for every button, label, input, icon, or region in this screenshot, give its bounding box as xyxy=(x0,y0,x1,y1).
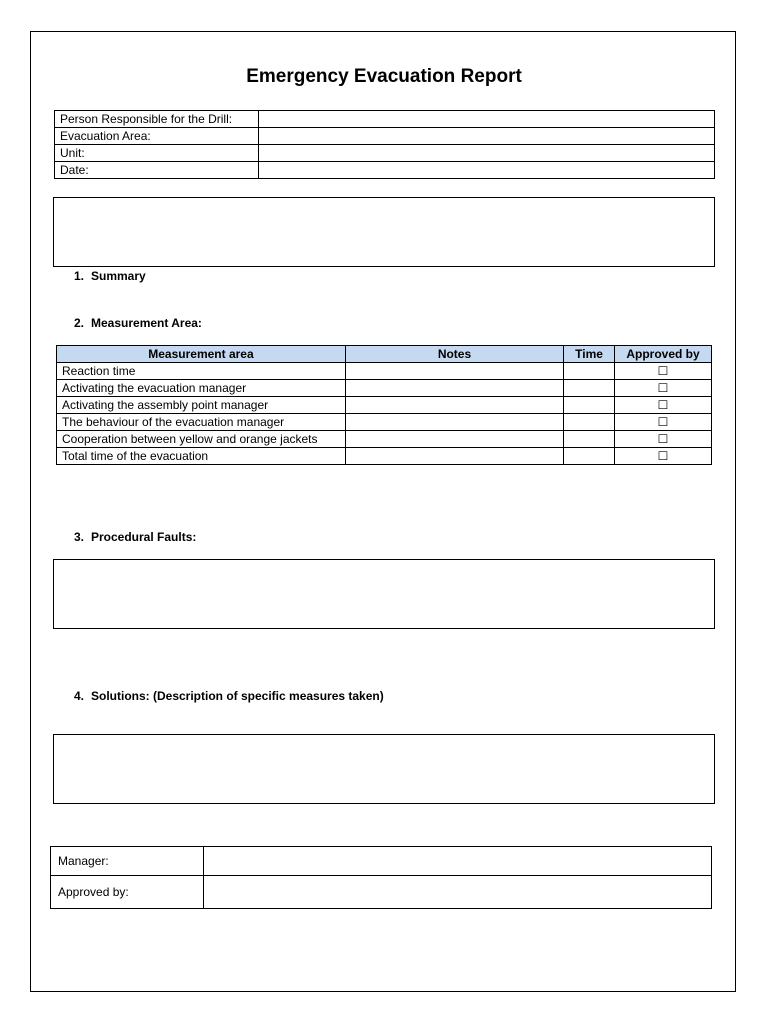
summary-box[interactable] xyxy=(53,197,715,267)
table-row xyxy=(57,397,712,414)
procedural-faults-box[interactable] xyxy=(53,559,715,629)
time-cell[interactable] xyxy=(564,380,615,397)
notes-cell[interactable] xyxy=(345,380,563,397)
table-row xyxy=(57,363,712,380)
evacuation-area-field[interactable] xyxy=(259,128,715,145)
signature-label: Manager: xyxy=(51,847,204,876)
notes-cell[interactable] xyxy=(345,431,563,448)
approved-by-field[interactable] xyxy=(204,876,712,909)
measurement-heading xyxy=(74,316,202,330)
info-row xyxy=(55,128,715,145)
section-label: Procedural Faults: xyxy=(91,530,197,544)
info-label: Unit: xyxy=(55,145,259,162)
column-header: Measurement area xyxy=(57,346,346,363)
measurement-header-row xyxy=(57,346,712,363)
time-cell[interactable] xyxy=(564,448,615,465)
measurement-area-cell: Total time of the evacuation xyxy=(57,448,346,465)
table-row xyxy=(57,380,712,397)
approved-checkbox[interactable]: ☐ xyxy=(615,380,712,397)
table-row xyxy=(57,448,712,465)
drill-responsible-field[interactable] xyxy=(259,111,715,128)
info-row xyxy=(55,145,715,162)
measurement-table xyxy=(56,345,712,465)
column-header: Approved by xyxy=(615,346,712,363)
info-label: Evacuation Area: xyxy=(55,128,259,145)
notes-cell[interactable] xyxy=(345,448,563,465)
table-row xyxy=(57,414,712,431)
time-cell[interactable] xyxy=(564,397,615,414)
report-title: Emergency Evacuation Report xyxy=(246,66,522,87)
time-cell[interactable] xyxy=(564,414,615,431)
info-table xyxy=(54,110,715,179)
approved-checkbox[interactable]: ☐ xyxy=(615,397,712,414)
faults-heading xyxy=(74,530,196,544)
section-number: 4. xyxy=(74,689,85,703)
measurement-area-cell: Cooperation between yellow and orange jackets xyxy=(57,431,346,448)
section-number: 1. xyxy=(74,269,85,283)
section-label: Solutions: (Description of specific measures taken) xyxy=(91,689,384,703)
manager-field[interactable] xyxy=(204,847,712,876)
info-row xyxy=(55,162,715,179)
approved-checkbox[interactable]: ☐ xyxy=(615,431,712,448)
measurement-area-cell: Activating the evacuation manager xyxy=(57,380,346,397)
section-label: Measurement Area: xyxy=(91,316,202,330)
info-label: Date: xyxy=(55,162,259,179)
measurement-area-cell: Reaction time xyxy=(57,363,346,380)
notes-cell[interactable] xyxy=(345,397,563,414)
section-number: 2. xyxy=(74,316,85,330)
time-cell[interactable] xyxy=(564,363,615,380)
signature-label: Approved by: xyxy=(51,876,204,909)
time-cell[interactable] xyxy=(564,431,615,448)
summary-heading xyxy=(74,269,146,283)
signature-row xyxy=(51,876,712,909)
approved-checkbox[interactable]: ☐ xyxy=(615,363,712,380)
info-label: Person Responsible for the Drill: xyxy=(55,111,259,128)
notes-cell[interactable] xyxy=(345,414,563,431)
unit-field[interactable] xyxy=(259,145,715,162)
column-header: Notes xyxy=(345,346,563,363)
signature-row xyxy=(51,847,712,876)
measurement-area-cell: The behaviour of the evacuation manager xyxy=(57,414,346,431)
approved-checkbox[interactable]: ☐ xyxy=(615,414,712,431)
solutions-heading xyxy=(74,689,384,703)
column-header: Time xyxy=(564,346,615,363)
measurement-area-cell: Activating the assembly point manager xyxy=(57,397,346,414)
info-row xyxy=(55,111,715,128)
notes-cell[interactable] xyxy=(345,363,563,380)
table-row xyxy=(57,431,712,448)
solutions-box[interactable] xyxy=(53,734,715,804)
approved-checkbox[interactable]: ☐ xyxy=(615,448,712,465)
signature-table xyxy=(50,846,712,909)
date-field[interactable] xyxy=(259,162,715,179)
section-label: Summary xyxy=(91,269,146,283)
section-number: 3. xyxy=(74,530,85,544)
